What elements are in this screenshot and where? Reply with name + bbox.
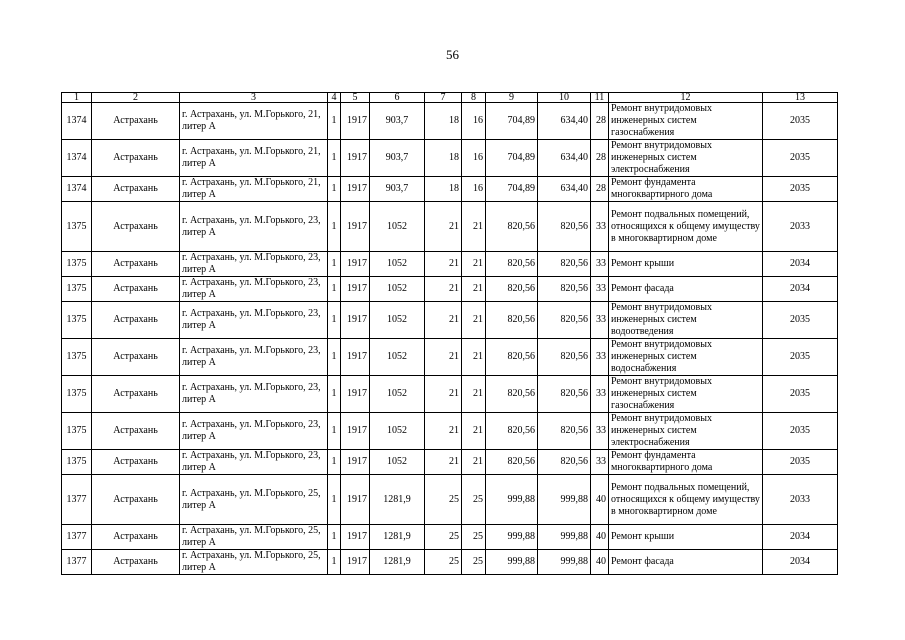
municipality-cell: Астрахань [92,103,180,140]
record-number-cell: 1375 [62,376,92,413]
record-number-cell: 1375 [62,339,92,376]
year-built-cell: 1917 [341,177,370,202]
residents-total-cell: 33 [591,339,609,376]
private-area-cell: 999,88 [538,525,591,550]
municipality-cell: Астрахань [92,339,180,376]
total-area-cell: 1052 [370,252,425,277]
municipality-cell: Астрахань [92,525,180,550]
private-area-cell: 820,56 [538,252,591,277]
address-cell: г. Астрахань, ул. М.Горького, 21, литер А [180,140,328,177]
year-built-cell: 1917 [341,277,370,302]
total-area-cell: 1052 [370,450,425,475]
residents-count-cell: 21 [462,277,486,302]
planned-year-cell: 2034 [763,277,838,302]
private-area-cell: 820,56 [538,413,591,450]
category-cell: 1 [328,202,341,252]
planned-year-cell: 2035 [763,450,838,475]
apartments-count-cell: 21 [425,450,462,475]
total-area-cell: 1281,9 [370,550,425,575]
repair-work-type-cell: Ремонт фундамента многоквартирного дома [609,177,763,202]
living-area-cell: 704,89 [486,140,538,177]
total-area-cell: 1052 [370,202,425,252]
residents-total-cell: 33 [591,302,609,339]
year-built-cell: 1917 [341,302,370,339]
total-area-cell: 1281,9 [370,475,425,525]
planned-year-cell: 2035 [763,177,838,202]
residents-count-cell: 21 [462,202,486,252]
residents-count-cell: 21 [462,376,486,413]
municipality-cell: Астрахань [92,140,180,177]
municipality-cell: Астрахань [92,376,180,413]
living-area-cell: 820,56 [486,202,538,252]
category-cell: 1 [328,103,341,140]
residents-total-cell: 40 [591,550,609,575]
address-cell: г. Астрахань, ул. М.Горького, 23, литер А [180,302,328,339]
table-row [62,525,838,550]
year-built-cell: 1917 [341,140,370,177]
address-cell: г. Астрахань, ул. М.Горького, 23, литер А [180,252,328,277]
table-row [62,252,838,277]
residents-count-cell: 16 [462,103,486,140]
total-area-cell: 1052 [370,302,425,339]
apartments-count-cell: 25 [425,525,462,550]
header-cell: 11 [591,93,609,103]
residents-total-cell: 40 [591,475,609,525]
record-number-cell: 1374 [62,103,92,140]
total-area-cell: 1052 [370,376,425,413]
apartments-count-cell: 25 [425,550,462,575]
residents-count-cell: 21 [462,339,486,376]
residents-count-cell: 25 [462,525,486,550]
municipality-cell: Астрахань [92,413,180,450]
living-area-cell: 820,56 [486,339,538,376]
total-area-cell: 1052 [370,277,425,302]
living-area-cell: 820,56 [486,450,538,475]
residents-count-cell: 21 [462,450,486,475]
header-cell: 8 [462,93,486,103]
private-area-cell: 634,40 [538,140,591,177]
residents-count-cell: 21 [462,302,486,339]
record-number-cell: 1374 [62,177,92,202]
residents-total-cell: 28 [591,140,609,177]
category-cell: 1 [328,277,341,302]
living-area-cell: 820,56 [486,376,538,413]
repair-work-type-cell: Ремонт внутридомовых инженерных систем электроснабжения [609,413,763,450]
table-row [62,339,838,376]
address-cell: г. Астрахань, ул. М.Горького, 23, литер А [180,339,328,376]
category-cell: 1 [328,302,341,339]
header-cell: 10 [538,93,591,103]
living-area-cell: 999,88 [486,525,538,550]
year-built-cell: 1917 [341,525,370,550]
header-cell: 6 [370,93,425,103]
private-area-cell: 634,40 [538,177,591,202]
category-cell: 1 [328,413,341,450]
header-cell: 4 [328,93,341,103]
category-cell: 1 [328,450,341,475]
address-cell: г. Астрахань, ул. М.Горького, 25, литер А [180,475,328,525]
apartments-count-cell: 21 [425,413,462,450]
residents-count-cell: 21 [462,413,486,450]
year-built-cell: 1917 [341,103,370,140]
municipality-cell: Астрахань [92,202,180,252]
planned-year-cell: 2034 [763,525,838,550]
residents-count-cell: 25 [462,550,486,575]
year-built-cell: 1917 [341,413,370,450]
category-cell: 1 [328,376,341,413]
table-row [62,202,838,252]
apartments-count-cell: 21 [425,376,462,413]
living-area-cell: 999,88 [486,550,538,575]
address-cell: г. Астрахань, ул. М.Горького, 23, литер А [180,202,328,252]
header-cell: 2 [92,93,180,103]
residents-count-cell: 16 [462,177,486,202]
apartments-count-cell: 18 [425,103,462,140]
living-area-cell: 704,89 [486,177,538,202]
address-cell: г. Астрахань, ул. М.Горького, 25, литер А [180,525,328,550]
repair-work-type-cell: Ремонт фундамента многоквартирного дома [609,450,763,475]
apartments-count-cell: 21 [425,302,462,339]
total-area-cell: 903,7 [370,177,425,202]
planned-year-cell: 2035 [763,302,838,339]
address-cell: г. Астрахань, ул. М.Горького, 21, литер А [180,177,328,202]
municipality-cell: Астрахань [92,177,180,202]
total-area-cell: 903,7 [370,140,425,177]
repair-work-type-cell: Ремонт фасада [609,550,763,575]
table-row [62,376,838,413]
residents-total-cell: 28 [591,103,609,140]
table-row [62,277,838,302]
planned-year-cell: 2035 [763,103,838,140]
table-row [62,103,838,140]
planned-year-cell: 2033 [763,202,838,252]
address-cell: г. Астрахань, ул. М.Горького, 21, литер А [180,103,328,140]
repair-work-type-cell: Ремонт фасада [609,277,763,302]
repair-work-type-cell: Ремонт внутридомовых инженерных систем электроснабжения [609,140,763,177]
municipality-cell: Астрахань [92,252,180,277]
apartments-count-cell: 25 [425,475,462,525]
residents-total-cell: 33 [591,413,609,450]
apartments-count-cell: 18 [425,140,462,177]
header-cell: 9 [486,93,538,103]
repair-work-type-cell: Ремонт подвальных помещений, относящихся к общему имуществу в многоквартирном доме [609,475,763,525]
living-area-cell: 820,56 [486,413,538,450]
private-area-cell: 820,56 [538,277,591,302]
planned-year-cell: 2035 [763,339,838,376]
record-number-cell: 1377 [62,475,92,525]
apartments-count-cell: 21 [425,277,462,302]
header-cell: 13 [763,93,838,103]
private-area-cell: 999,88 [538,550,591,575]
address-cell: г. Астрахань, ул. М.Горького, 23, литер А [180,450,328,475]
table-row [62,177,838,202]
private-area-cell: 820,56 [538,339,591,376]
header-cell: 3 [180,93,328,103]
table-row [62,550,838,575]
planned-year-cell: 2035 [763,413,838,450]
apartments-count-cell: 21 [425,252,462,277]
table-body [62,103,838,575]
table-row [62,413,838,450]
apartments-count-cell: 21 [425,202,462,252]
living-area-cell: 820,56 [486,302,538,339]
apartments-count-cell: 18 [425,177,462,202]
year-built-cell: 1917 [341,252,370,277]
planned-year-cell: 2034 [763,550,838,575]
total-area-cell: 1052 [370,413,425,450]
municipality-cell: Астрахань [92,302,180,339]
year-built-cell: 1917 [341,450,370,475]
total-area-cell: 1052 [370,339,425,376]
table-row [62,302,838,339]
planned-year-cell: 2033 [763,475,838,525]
municipality-cell: Астрахань [92,450,180,475]
address-cell: г. Астрахань, ул. М.Горького, 25, литер А [180,550,328,575]
address-cell: г. Астрахань, ул. М.Горького, 23, литер А [180,376,328,413]
repair-work-type-cell: Ремонт крыши [609,252,763,277]
record-number-cell: 1377 [62,525,92,550]
residents-total-cell: 33 [591,277,609,302]
residents-total-cell: 40 [591,525,609,550]
private-area-cell: 820,56 [538,302,591,339]
record-number-cell: 1375 [62,277,92,302]
address-cell: г. Астрахань, ул. М.Горького, 23, литер А [180,277,328,302]
record-number-cell: 1375 [62,413,92,450]
record-number-cell: 1374 [62,140,92,177]
living-area-cell: 820,56 [486,252,538,277]
repair-work-type-cell: Ремонт внутридомовых инженерных систем газоснабжения [609,376,763,413]
category-cell: 1 [328,339,341,376]
header-cell: 1 [62,93,92,103]
apartments-count-cell: 21 [425,339,462,376]
category-cell: 1 [328,177,341,202]
private-area-cell: 634,40 [538,103,591,140]
table-row [62,475,838,525]
repair-work-type-cell: Ремонт подвальных помещений, относящихся к общему имуществу в многоквартирном доме [609,202,763,252]
municipality-cell: Астрахань [92,550,180,575]
total-area-cell: 903,7 [370,103,425,140]
record-number-cell: 1375 [62,202,92,252]
residents-total-cell: 28 [591,177,609,202]
repair-work-type-cell: Ремонт внутридомовых инженерных систем водоотведения [609,302,763,339]
municipality-cell: Астрахань [92,475,180,525]
municipality-cell: Астрахань [92,277,180,302]
year-built-cell: 1917 [341,339,370,376]
year-built-cell: 1917 [341,475,370,525]
category-cell: 1 [328,475,341,525]
header-cell: 5 [341,93,370,103]
residents-count-cell: 21 [462,252,486,277]
category-cell: 1 [328,252,341,277]
table-row [62,140,838,177]
private-area-cell: 820,56 [538,450,591,475]
living-area-cell: 999,88 [486,475,538,525]
living-area-cell: 704,89 [486,103,538,140]
residents-total-cell: 33 [591,376,609,413]
category-cell: 1 [328,550,341,575]
total-area-cell: 1281,9 [370,525,425,550]
planned-year-cell: 2035 [763,140,838,177]
private-area-cell: 820,56 [538,376,591,413]
repair-work-type-cell: Ремонт внутридомовых инженерных систем водоснабжения [609,339,763,376]
planned-year-cell: 2035 [763,376,838,413]
record-number-cell: 1375 [62,450,92,475]
address-cell: г. Астрахань, ул. М.Горького, 23, литер А [180,413,328,450]
residents-count-cell: 25 [462,475,486,525]
category-cell: 1 [328,525,341,550]
planned-year-cell: 2034 [763,252,838,277]
living-area-cell: 820,56 [486,277,538,302]
private-area-cell: 999,88 [538,475,591,525]
year-built-cell: 1917 [341,550,370,575]
residents-total-cell: 33 [591,252,609,277]
private-area-cell: 820,56 [538,202,591,252]
column-number-row [62,93,838,103]
residents-total-cell: 33 [591,202,609,252]
year-built-cell: 1917 [341,202,370,252]
table-row [62,450,838,475]
record-number-cell: 1375 [62,302,92,339]
year-built-cell: 1917 [341,376,370,413]
record-number-cell: 1375 [62,252,92,277]
header-cell: 12 [609,93,763,103]
residents-total-cell: 33 [591,450,609,475]
repair-work-type-cell: Ремонт крыши [609,525,763,550]
header-cell: 7 [425,93,462,103]
record-number-cell: 1377 [62,550,92,575]
repair-work-type-cell: Ремонт внутридомовых инженерных систем газоснабжения [609,103,763,140]
page-number: 56 [446,47,459,62]
residents-count-cell: 16 [462,140,486,177]
category-cell: 1 [328,140,341,177]
capital-repair-table [61,92,838,575]
